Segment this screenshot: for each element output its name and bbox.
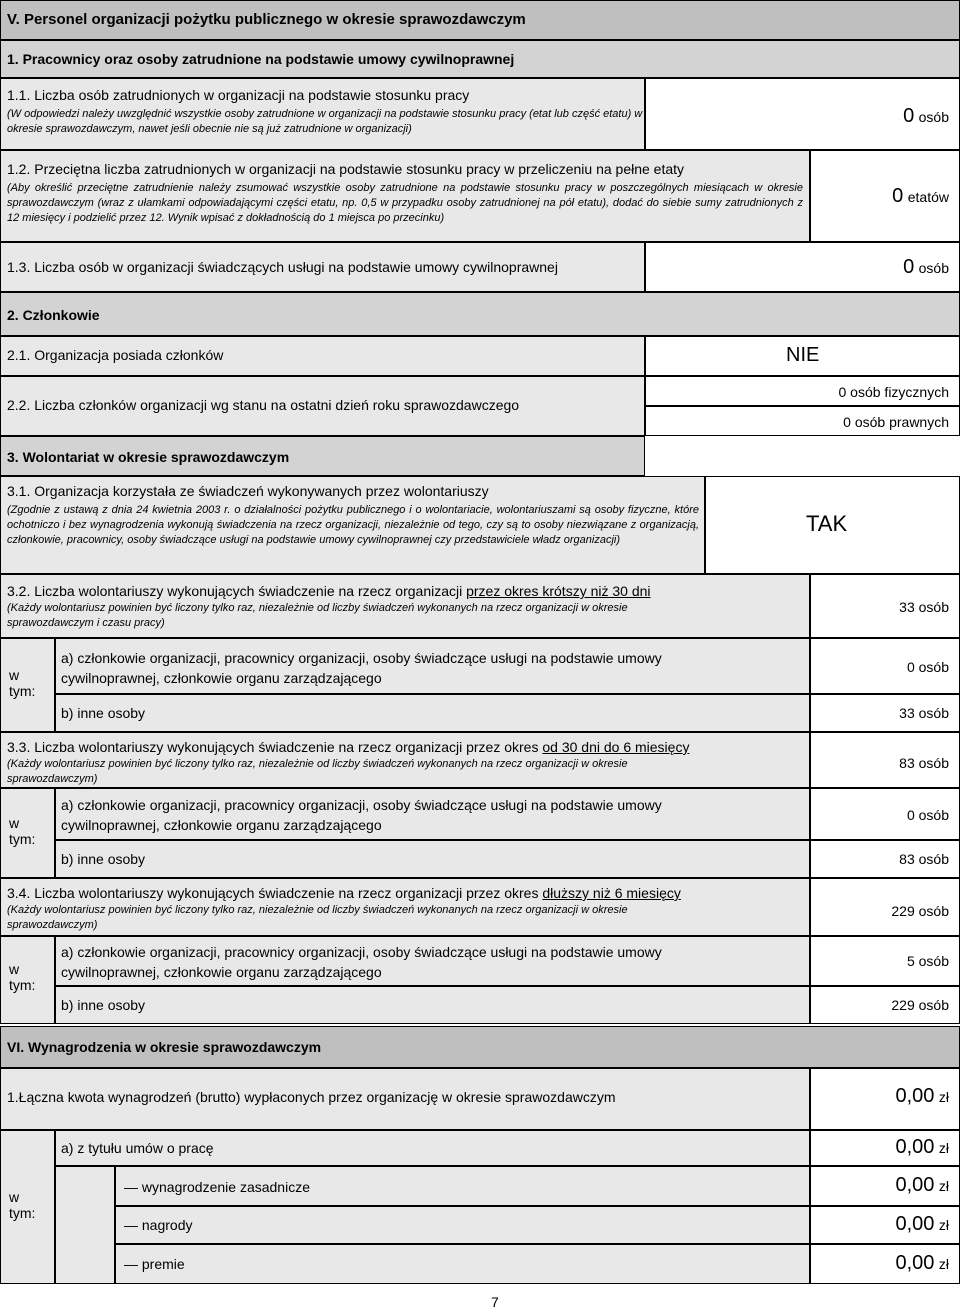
q32-b-label: b) inne osoby bbox=[61, 705, 146, 721]
q34-b-value: 229 osób bbox=[891, 997, 949, 1013]
q12-value-cell[interactable] bbox=[810, 150, 960, 242]
q34-label-u: dłuższy niż 6 miesięcy bbox=[542, 885, 681, 901]
q32-label-pre: 3.2. Liczba wolontariuszy wykonujących świadczenie na rzecz organizacji bbox=[7, 583, 463, 599]
q32-value: 33 osób bbox=[899, 599, 949, 615]
q21-label-cell bbox=[0, 336, 645, 376]
q22-physical: 0 osób fizycznych bbox=[838, 384, 949, 400]
subsection3-title: 3. Wolontariat w okresie sprawozdawczym bbox=[7, 449, 290, 465]
q34-b-label: b) inne osoby bbox=[61, 997, 146, 1013]
q32-b-value-cell[interactable] bbox=[810, 694, 960, 732]
q32-b-label-cell bbox=[55, 694, 810, 732]
q33-b-label: b) inne osoby bbox=[61, 851, 146, 867]
q31-note bbox=[7, 503, 699, 548]
s6-item2-value-cell[interactable] bbox=[810, 1244, 960, 1284]
q33-b-value: 83 osób bbox=[899, 851, 949, 867]
q34-note: (Każdy wolontariusz powinien być liczony tylko raz, niezależnie od liczby świadczeń wykonanych na rzecz organizacji w okresie sprawozdawczym) bbox=[7, 904, 628, 931]
s6-item1-label-wrap bbox=[124, 1217, 192, 1233]
q32-label-cell bbox=[0, 574, 810, 638]
q32-a-label-cell bbox=[55, 638, 810, 694]
s6-q1-value-wrap bbox=[895, 1085, 949, 1108]
q32-label-u: przez okres krótszy niż 30 dni bbox=[466, 583, 651, 599]
s6-item0-label: wynagrodzenie zasadnicze bbox=[141, 1179, 310, 1195]
s6-q1-unit: zł bbox=[938, 1089, 949, 1105]
q34-value-cell[interactable] bbox=[810, 878, 960, 936]
s6-wtym: w tym: bbox=[9, 1189, 36, 1221]
q34-b-label-cell bbox=[55, 986, 810, 1024]
q31-note-rest: o działalności pożytku publicznego i o wolontariacie, wolontariuszami są osoby fizyczne, które ochotniczo i bez wynagrodzenia wykonują świadczenia na rzecz organizacji, niezależnie od tego, czy są to osoby niezwiązane z organizacją, członkowie, pracownicy, osoby świadczące usługi na podstawie umowy cywilnoprawnej czy przedstawiciele władz organizacji) bbox=[7, 504, 699, 546]
s6-item1-unit: zł bbox=[938, 1217, 949, 1233]
s6-a-label: a) z tytułu umów o pracę bbox=[61, 1140, 214, 1156]
s6-q1-value: 0,00 bbox=[895, 1085, 935, 1107]
dash-icon: — bbox=[124, 1217, 142, 1233]
q33-value: 83 osób bbox=[899, 755, 949, 771]
q32-a-value-cell[interactable] bbox=[810, 638, 960, 694]
subsection2-header bbox=[0, 292, 960, 336]
q12-value-wrap bbox=[892, 185, 949, 208]
q33-label-cell bbox=[0, 732, 810, 788]
q12-label: 1.2. Przeciętna liczba zatrudnionych w organizacji na podstawie stosunku pracy w przeliczeniu na pełne etaty bbox=[7, 161, 685, 177]
s6-wtym-cell bbox=[0, 1130, 55, 1284]
q34-label-cell bbox=[0, 878, 810, 936]
dash-icon: — bbox=[124, 1179, 142, 1195]
q31-value: TAK bbox=[806, 511, 848, 536]
q31-note-lead: (Zgodnie z ustawą z dnia 24 kwietnia 2003 r. bbox=[7, 504, 231, 516]
s6-q1-label: 1.Łączna kwota wynagrodzeń (brutto) wypłaconych przez organizację w okresie sprawozdawczym bbox=[7, 1089, 616, 1105]
q32-b-value: 33 osób bbox=[899, 705, 949, 721]
s6-item2-value-wrap bbox=[895, 1252, 949, 1275]
q34-wtym-cell bbox=[0, 936, 55, 1024]
s6-a-value-wrap bbox=[895, 1136, 949, 1159]
subsection1-header bbox=[0, 40, 960, 78]
section5-header bbox=[0, 0, 960, 40]
s6-q1-value-cell[interactable] bbox=[810, 1068, 960, 1130]
s6-item1-value-cell[interactable] bbox=[810, 1206, 960, 1244]
s6-item2-label-cell bbox=[115, 1244, 810, 1284]
q32-a-label: a) członkowie organizacji, pracownicy organizacji, osoby świadczące usługi na podstawie umowy cywilnoprawnej, członkowie organu zarządzającego bbox=[61, 650, 662, 686]
q34-b-value-cell[interactable] bbox=[810, 986, 960, 1024]
q32-a-value: 0 osób bbox=[906, 659, 949, 675]
section5-title: V. Personel organizacji pożytku publicznego w okresie sprawozdawczym bbox=[7, 11, 526, 28]
q33-b-value-cell[interactable] bbox=[810, 840, 960, 878]
q13-label: 1.3. Liczba osób w organizacji świadczących usługi na podstawie umowy cywilnoprawnej bbox=[7, 259, 558, 275]
q33-a-value: 0 osób bbox=[906, 807, 949, 823]
s6-a-value: 0,00 bbox=[895, 1136, 935, 1158]
q12-unit: etatów bbox=[907, 189, 949, 205]
q22-legal: 0 osób prawnych bbox=[843, 414, 949, 430]
q34-value: 229 osób bbox=[891, 903, 949, 919]
q22-label: 2.2. Liczba członków organizacji wg stanu na ostatni dzień roku sprawozdawczego bbox=[7, 397, 520, 413]
q13-value-wrap bbox=[903, 256, 949, 279]
dash-icon: — bbox=[124, 1256, 142, 1272]
s6-item0-value-wrap bbox=[895, 1174, 949, 1197]
s6-a-label-cell bbox=[55, 1130, 810, 1166]
q34-a-label-cell bbox=[55, 936, 810, 986]
q11-unit: osób bbox=[918, 109, 949, 125]
q33-value-cell[interactable] bbox=[810, 732, 960, 788]
q32-wtym: w tym: bbox=[9, 667, 36, 699]
q33-a-value-cell[interactable] bbox=[810, 788, 960, 840]
q34-label-pre: 3.4. Liczba wolontariuszy wykonujących świadczenie na rzecz organizacji przez okres bbox=[7, 885, 539, 901]
q33-wtym-cell bbox=[0, 788, 55, 878]
q22-legal-cell[interactable] bbox=[645, 406, 960, 436]
section6-header bbox=[0, 1026, 960, 1068]
q33-label-u: od 30 dni do 6 miesięcy bbox=[542, 739, 690, 755]
q33-note: (Każdy wolontariusz powinien być liczony tylko raz, niezależnie od liczby świadczeń wykonanych na rzecz organizacji w okresie sprawozdawczym) bbox=[7, 758, 628, 785]
q11-value-cell[interactable] bbox=[645, 78, 960, 150]
s6-indent-cell bbox=[55, 1166, 115, 1284]
subsection2-title: 2. Członkowie bbox=[7, 307, 100, 323]
q33-label-pre: 3.3. Liczba wolontariuszy wykonujących świadczenie na rzecz organizacji przez okres bbox=[7, 739, 539, 755]
q33-a-label: a) członkowie organizacji, pracownicy organizacji, osoby świadczące usługi na podstawie umowy cywilnoprawnej, członkowie organu zarządzającego bbox=[61, 797, 662, 833]
q33-label bbox=[7, 739, 689, 755]
subsection1-title: 1. Pracownicy oraz osoby zatrudnione na podstawie umowy cywilnoprawnej bbox=[7, 51, 515, 67]
q34-a-value-cell[interactable] bbox=[810, 936, 960, 986]
q33-wtym: w tym: bbox=[9, 815, 36, 847]
s6-item2-value: 0,00 bbox=[895, 1252, 935, 1274]
subsection3-header bbox=[0, 436, 645, 476]
q34-wtym: w tym: bbox=[9, 961, 36, 993]
q32-note: (Każdy wolontariusz powinien być liczony tylko raz, niezależnie od liczby świadczeń wykonanych na rzecz organizacji w okresie sprawozdawczym i czasu pracy) bbox=[7, 602, 628, 629]
section6-title: VI. Wynagrodzenia w okresie sprawozdawczym bbox=[7, 1039, 322, 1055]
s6-item0-value: 0,00 bbox=[895, 1174, 935, 1196]
q22-physical-cell[interactable] bbox=[645, 376, 960, 406]
q11-note: (W odpowiedzi należy uwzględnić wszystkie osoby zatrudnione w organizacji na podstawie stosunku pracy (etat lub część etatu) w okresie sprawozdawczym, nawet jeśli obecnie nie są już zatrudnione w organizacji) bbox=[7, 108, 643, 135]
q12-value: 0 bbox=[892, 185, 904, 207]
q13-value-cell[interactable] bbox=[645, 242, 960, 292]
s6-item2-label: premie bbox=[141, 1256, 185, 1272]
q34-a-label: a) członkowie organizacji, pracownicy organizacji, osoby świadczące usługi na podstawie umowy cywilnoprawnej, członkowie organu zarządzającego bbox=[61, 944, 662, 980]
q13-unit: osób bbox=[918, 260, 949, 276]
s6-a-value-cell[interactable] bbox=[810, 1130, 960, 1166]
s6-item1-label-cell bbox=[115, 1206, 810, 1244]
page-number: 7 bbox=[491, 1294, 499, 1310]
s6-item0-label-cell bbox=[115, 1166, 810, 1206]
s6-a-unit: zł bbox=[938, 1140, 949, 1156]
q21-value: NIE bbox=[786, 344, 820, 366]
q21-value-cell[interactable] bbox=[645, 336, 960, 376]
q11-value: 0 bbox=[903, 105, 915, 127]
s6-item0-value-cell[interactable] bbox=[810, 1166, 960, 1206]
s6-item0-unit: zł bbox=[938, 1178, 949, 1194]
s6-item2-label-wrap bbox=[124, 1256, 185, 1272]
q13-label-cell bbox=[0, 242, 645, 292]
q21-label: 2.1. Organizacja posiada członków bbox=[7, 347, 224, 363]
s6-item1-value-wrap bbox=[895, 1213, 949, 1236]
s6-item1-label: nagrody bbox=[141, 1217, 193, 1233]
q11-label: 1.1. Liczba osób zatrudnionych w organizacji na podstawie stosunku pracy bbox=[7, 87, 470, 103]
q33-a-label-cell bbox=[55, 788, 810, 840]
q31-label-cell bbox=[0, 476, 705, 574]
q12-label-cell bbox=[0, 150, 810, 242]
q34-label bbox=[7, 885, 681, 901]
s6-item2-unit: zł bbox=[938, 1256, 949, 1272]
q31-label: 3.1. Organizacja korzystała ze świadczeń wykonywanych przez wolontariuszy bbox=[7, 483, 489, 499]
q32-label bbox=[7, 583, 651, 599]
q13-value: 0 bbox=[903, 256, 915, 278]
q32-wtym-cell bbox=[0, 638, 55, 732]
q11-label-cell bbox=[0, 78, 645, 150]
s6-item0-label-wrap bbox=[124, 1179, 310, 1195]
q31-value-cell[interactable] bbox=[705, 476, 960, 574]
q22-label-cell bbox=[0, 376, 645, 436]
q34-a-value: 5 osób bbox=[906, 953, 949, 969]
q33-b-label-cell bbox=[55, 840, 810, 878]
q11-value-wrap bbox=[903, 105, 949, 128]
q32-value-cell[interactable] bbox=[810, 574, 960, 638]
q12-note: (Aby określić przeciętne zatrudnienie należy zsumować wszystkie osoby zatrudnione na podstawie stosunku pracy w poszczególnych miesiącach w okresie sprawozdawczym (wraz z ułamkami odpowiadającymi części etatu, np. 0,5 w przypadku osoby zatrudnionej na pół etatu), dodać do siebie sumy zatrudnionych z 12 miesięcy i podzielić przez 12. Wynik wpisać z dokładnością do 1 miejsca po przecinku) bbox=[7, 182, 803, 224]
s6-item1-value: 0,00 bbox=[895, 1213, 935, 1235]
s6-q1-label-cell bbox=[0, 1068, 810, 1130]
